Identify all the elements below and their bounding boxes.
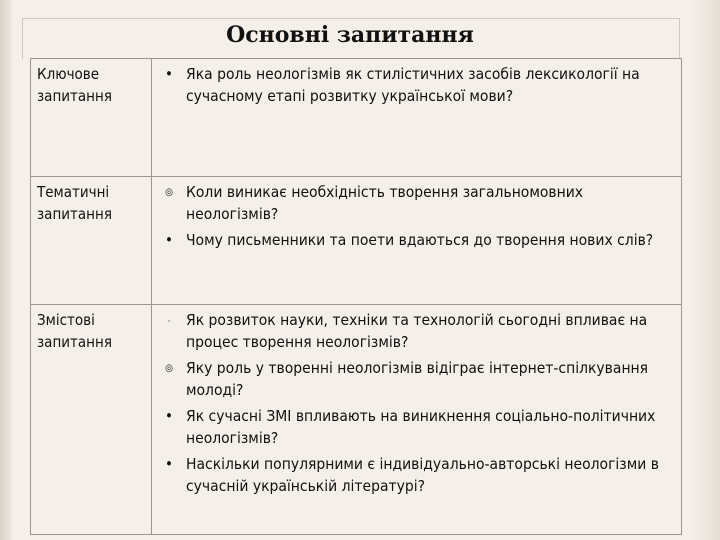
questions-table [30,58,682,535]
list-item [158,309,675,353]
row-content [152,59,682,177]
question-text: Коли виникає необхідність творення загальномовних неологізмів? [186,183,584,223]
table-row-thematic-questions [31,177,682,305]
table-row-content-questions [31,305,682,535]
bullet-icon: • [165,65,173,83]
list-item [158,357,675,401]
row-content [152,305,682,535]
circle-bullet-icon: ◎ [165,187,173,198]
question-text: Наскільки популярними є індивідуально-авторські неологізми в сучасній українській літературі? [186,455,659,495]
page-title: Основні запитання [226,22,474,48]
question-text: Як розвиток науки, техніки та технологій сьогодні впливає на процес творення неологізмів? [186,311,648,351]
list-item [158,63,675,107]
list-item [158,405,675,449]
slide-right-edge [692,0,720,540]
question-text: Яку роль у творенні неологізмів відіграє інтернет-спілкування молоді? [186,359,649,399]
bullet-icon: • [165,231,173,249]
question-text: Як сучасні ЗМІ впливають на виникнення соціально-політичних неологізмів? [186,407,656,447]
dot-bullet-icon: · [167,317,171,327]
row-label: Ключове запитання [31,59,152,177]
question-text: Чому письменники та поети вдаються до творення нових слів? [186,231,654,249]
list-item [158,181,675,225]
bullet-icon: • [165,455,173,473]
table-row-key-question [31,59,682,177]
question-text: Яка роль неологізмів як стилістичних засобів лексикології на сучасному етапі розвитку української мови? [186,65,640,105]
slide-left-edge [0,0,12,540]
list-item [158,453,675,497]
row-content [152,177,682,305]
row-label: Змістові запитання [31,305,152,535]
row-label: Тематичні запитання [31,177,152,305]
bullet-icon: • [165,407,173,425]
circle-bullet-icon: ◎ [165,363,173,374]
list-item [158,229,675,251]
